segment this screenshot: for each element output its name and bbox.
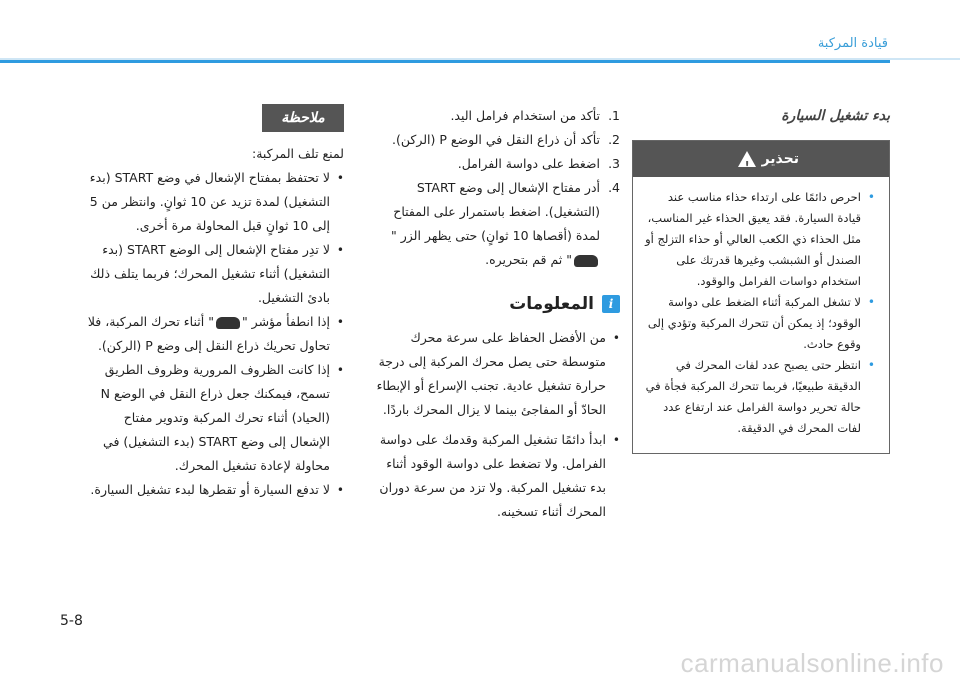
step-number: 2.	[608, 132, 620, 147]
step-text-part: أدر مفتاح الإشعال إلى وضع START (التشغيل). اضغط باستمرار على المفتاح لمدة (أقصاها 10 ثوانٍ) حتى يظهر الزر "	[391, 180, 600, 243]
header-rule	[0, 60, 890, 63]
header-title: قيادة المركبة	[817, 36, 888, 51]
warning-item: • احرص دائمًا على ارتداء حذاء مناسب عند قيادة السيارة. فقد يعيق الحذاء غير المناسب، مثل الحذاء ذي الكعب العالي أو حذاء التزلج أو الصندل أو الشبشب وغيرها قدرتك على استخدام دواسات الفرامل والوقود.	[641, 187, 861, 292]
step	[370, 128, 620, 152]
page-number: 5-8	[60, 613, 83, 629]
info-item: • ابدأ دائمًا تشغيل المركبة وقدمك على دواسة الفرامل. ولا تضغط على دواسة الوقود أثناء بدء تشغيل المركبة. ولا تزد من سرعة دوران المحرك أثناء تسخينه.	[370, 428, 606, 524]
warning-body	[633, 177, 889, 453]
note-header: ملاحظة	[262, 104, 344, 132]
note-list	[80, 166, 344, 502]
note-item	[80, 310, 330, 358]
steps-list	[370, 104, 620, 272]
warning-item: • لا تشغل المركبة أثناء الضغط على دواسة الوقود؛ إذ يمكن أن تتحرك المركبة وتؤدي إلى وقوع حادث.	[641, 292, 861, 355]
step	[370, 152, 620, 176]
right-column	[632, 104, 890, 454]
warning-item: • انتظر حتى يصبح عدد لفات المحرك في الدقيقة طبيعيًا، فربما تتحرك المركبة فجأة في حالة تحرير دواسة الفرامل عند ارتفاع عدد لفات المحرك في الدقيقة.	[641, 355, 861, 439]
step-text: اضغط على دواسة الفرامل.	[457, 156, 600, 171]
step-text-part: " ثم قم بتحريره.	[485, 252, 572, 267]
info-list	[370, 326, 620, 524]
left-column	[80, 104, 344, 502]
step-text: تأكد من استخدام فرامل اليد.	[450, 108, 600, 123]
warning-title: تحذير	[761, 151, 799, 167]
info-icon: i	[602, 295, 620, 313]
step-number: 3.	[608, 156, 620, 171]
info-title: المعلومات	[509, 294, 594, 314]
note-intro: لمنع تلف المركبة:	[251, 146, 344, 161]
step-text	[370, 176, 600, 272]
step	[370, 176, 620, 272]
middle-column	[370, 104, 620, 524]
note-text-part: إذا انطفأ مؤشر "	[241, 314, 330, 329]
smart-key-icon	[216, 317, 240, 329]
step-number: 4.	[608, 180, 620, 195]
watermark: carmanualsonline.info	[680, 648, 944, 678]
info-item: • من الأفضل الحفاظ على سرعة محرك متوسطة حتى يصل محرك المركبة إلى درجة حرارة تشغيل عادية. تجنب الإسراع أو الإبطاء الحادّ أو المفاجئ بينما لا يزال المحرك باردًا.	[370, 326, 606, 422]
note-item: • لا تحتفظ بمفتاح الإشعال في وضع START (بدء التشغيل) لمدة تزيد عن 10 ثوانٍ. وانتظر من 5 إلى 10 ثوانٍ قبل المحاولة مرة أخرى.	[80, 166, 330, 238]
note-item: • لا تدفع السيارة أو تقطرها لبدء تشغيل السيارة.	[80, 478, 330, 502]
note-text-part: " أثناء تحرك المركبة، فلا تحاول تحريك ذراع النقل إلى وضع P (الركن).	[87, 314, 330, 353]
warning-header	[633, 141, 889, 177]
step-number: 1.	[608, 108, 620, 123]
warning-triangle-icon: !	[738, 151, 756, 167]
section-title: بدء تشغيل السيارة	[781, 108, 890, 124]
info-heading	[370, 292, 620, 316]
smart-key-icon	[574, 255, 598, 267]
warning-box	[632, 140, 890, 454]
note-item: • لا تدِر مفتاح الإشعال إلى الوضع START (بدء التشغيل) أثناء تشغيل المحرك؛ فربما يتلف ذلك بادئ التشغيل.	[80, 238, 330, 310]
step	[370, 104, 620, 128]
note-item: • إذا كانت الظروف المرورية وظروف الطريق تسمح، فيمكنك جعل ذراع النقل في الوضع N (الحياد) أثناء تحرك المركبة وتدوير مفتاح الإشعال إلى وضع START (بدء التشغيل) في محاولة لإعادة تشغيل المحرك.	[80, 358, 330, 478]
step-text: تأكد أن ذراع النقل في الوضع P (الركن).	[392, 132, 600, 147]
